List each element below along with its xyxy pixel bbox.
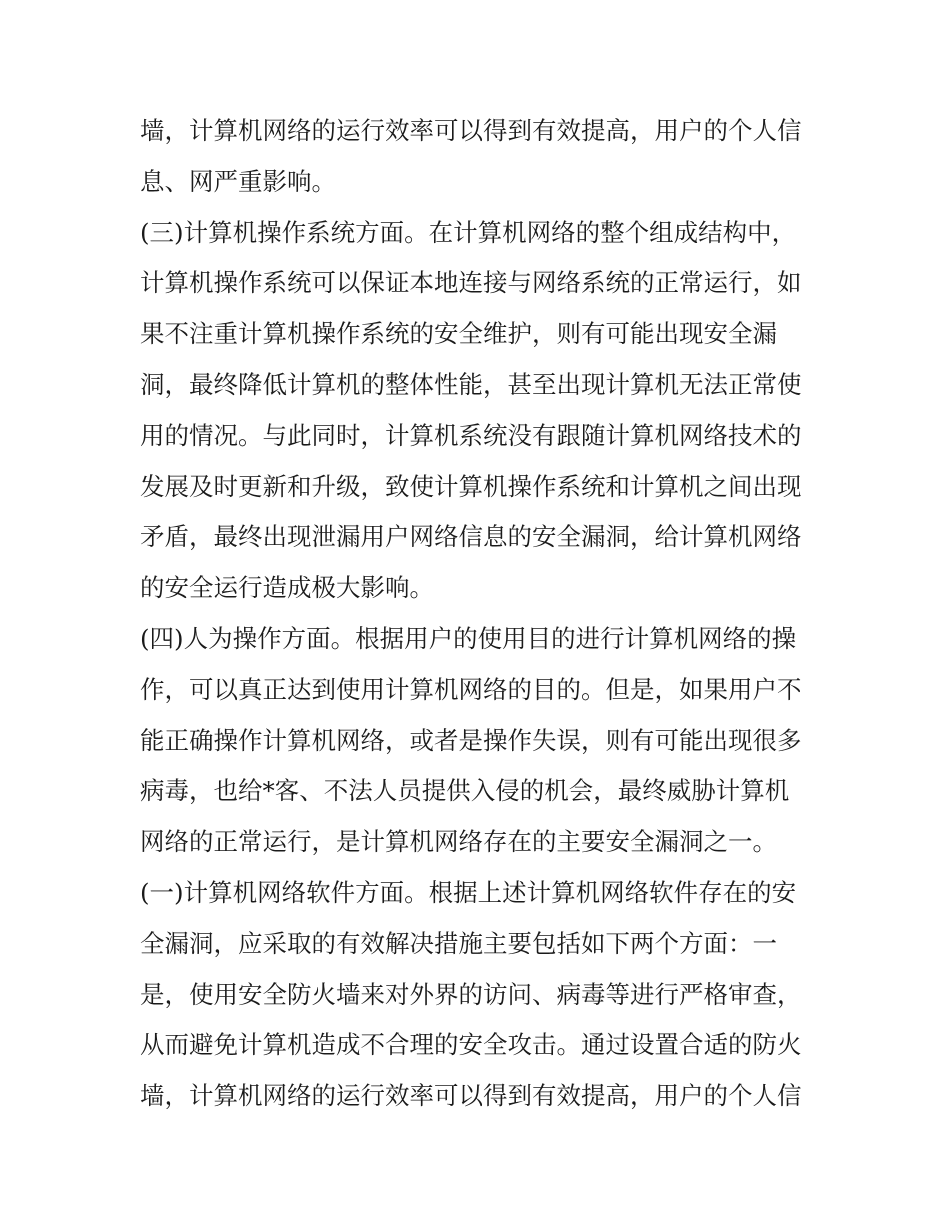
- text-line: 洞，最终降低计算机的整体性能，甚至出现计算机无法正常使: [140, 369, 802, 399]
- text-line: 的安全运行造成极大影响。: [140, 573, 434, 603]
- section-heading-line: (三)计算机操作系统方面。在计算机网络的整个组成结构中，: [140, 217, 797, 247]
- text-line: 息、网严重影响。: [140, 166, 336, 196]
- text-line: 发展及时更新和升级，致使计算机操作系统和计算机之间出现: [140, 471, 802, 501]
- section-heading-line: (一)计算机网络软件方面。根据上述计算机网络软件存在的安: [140, 877, 797, 907]
- text-line: 墙，计算机网络的运行效率可以得到有效提高，用户的个人信: [140, 1081, 802, 1111]
- text-line: 从而避免计算机造成不合理的安全攻击。通过设置合适的防火: [140, 1030, 802, 1060]
- text-line: 墙，计算机网络的运行效率可以得到有效提高，用户的个人信: [140, 116, 802, 145]
- text-line: 矛盾，最终出现泄漏用户网络信息的安全漏洞，给计算机网络: [140, 522, 802, 552]
- text-line: 能正确操作计算机网络，或者是操作失误，则有可能出现很多: [140, 725, 802, 755]
- text-line: 用的情况。与此同时，计算机系统没有跟随计算机网络技术的: [140, 420, 802, 450]
- text-line: 病毒，也给*客、不法人员提供入侵的机会，最终威胁计算机: [140, 776, 790, 806]
- text-line: 全漏洞，应采取的有效解决措施主要包括如下两个方面：一: [140, 928, 777, 958]
- text-line: 果不注重计算机操作系统的安全维护，则有可能出现安全漏: [140, 319, 777, 349]
- text-line: 网络的正常运行，是计算机网络存在的主要安全漏洞之一。: [140, 827, 777, 857]
- document-body: [140, 106, 820, 1122]
- text-line: 是，使用安全防火墙来对外界的访问、病毒等进行严格审查，: [140, 979, 802, 1009]
- section-heading-line: (四)人为操作方面。根据用户的使用目的进行计算机网络的操: [140, 623, 797, 653]
- text-line: 作，可以真正达到使用计算机网络的目的。但是，如果用户不: [140, 674, 802, 704]
- text-line: 计算机操作系统可以保证本地连接与网络系统的正常运行，如: [140, 268, 802, 298]
